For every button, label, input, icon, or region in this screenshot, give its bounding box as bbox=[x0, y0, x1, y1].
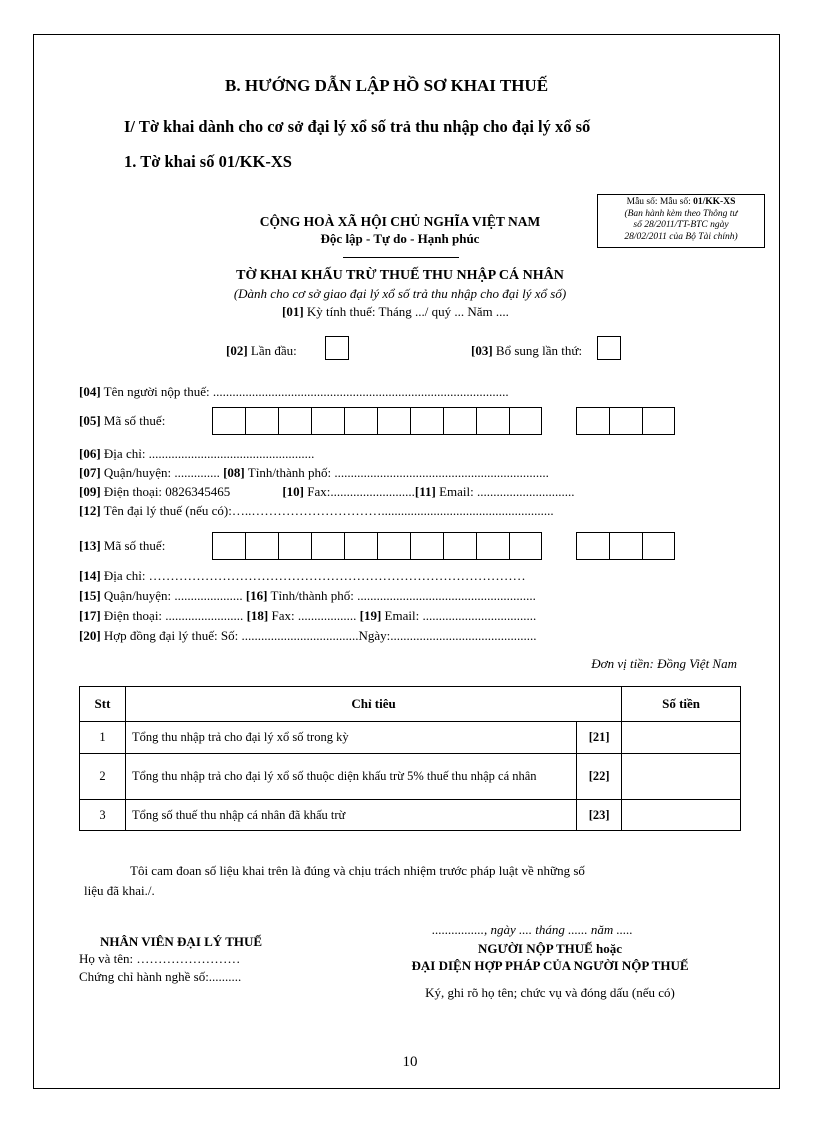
field-04-code: [04] bbox=[79, 384, 101, 399]
row-code: [22] bbox=[577, 754, 622, 800]
tax-id-cell[interactable] bbox=[245, 407, 278, 435]
field-09-10-11-contact[interactable] bbox=[79, 484, 574, 500]
field-08-code: [08] bbox=[223, 465, 245, 480]
republic-name: CỘNG HOÀ XÃ HỘI CHỦ NGHĨA VIỆT NAM bbox=[259, 214, 541, 229]
field-13-label bbox=[79, 538, 165, 554]
field-15-code: [15] bbox=[79, 588, 101, 603]
field-07-text: Quận/huyện: .............. bbox=[100, 465, 224, 480]
field-12-tax-agent-name[interactable] bbox=[79, 503, 554, 519]
commitment-line2: liệu đã khai./. bbox=[84, 883, 155, 898]
first-time-code: [02] bbox=[226, 343, 248, 358]
supplement-text: Bổ sung lần thứ: bbox=[492, 343, 583, 358]
amounts-table bbox=[79, 686, 741, 831]
field-05-text: Mã số thuế: bbox=[100, 413, 166, 428]
field-17-18-19-agent-contact[interactable] bbox=[79, 608, 536, 624]
guide-title: B. HƯỚNG DẪN LẬP HỒ SƠ KHAI THUẾ bbox=[225, 76, 549, 95]
first-time-text: Lần đầu: bbox=[247, 343, 297, 358]
tax-id-cell[interactable] bbox=[609, 532, 642, 560]
field-15-16-agent-district[interactable] bbox=[79, 588, 536, 604]
field-12-text: Tên đại lý thuế (nếu có):…..…………………………..................................................... bbox=[100, 503, 554, 518]
tax-id-cell[interactable] bbox=[377, 532, 410, 560]
section-title: I/ Tờ khai dành cho cơ sở đại lý xổ số trả thu nhập cho đại lý xổ số bbox=[124, 117, 591, 136]
tax-id-cell[interactable] bbox=[642, 532, 675, 560]
field-18-text: Fax: .................. bbox=[268, 608, 360, 623]
row-desc: Tổng số thuế thu nhập cá nhân đã khấu trừ bbox=[125, 800, 576, 831]
table-row bbox=[80, 722, 741, 754]
tax-id-cell[interactable] bbox=[576, 532, 609, 560]
table-row bbox=[80, 800, 741, 831]
payer-title-1: NGƯỜI NỘP THUẾ hoặc bbox=[477, 941, 623, 956]
tax-id-cell[interactable] bbox=[344, 407, 377, 435]
field-08-text: Tỉnh/thành phố: .................................................................. bbox=[244, 465, 549, 480]
tax-id-cell[interactable] bbox=[410, 407, 443, 435]
tax-period bbox=[282, 304, 509, 320]
field-17-code: [17] bbox=[79, 608, 101, 623]
agent-name: Họ và tên: …………………… bbox=[79, 951, 241, 966]
field-16-code: [16] bbox=[245, 588, 268, 603]
field-13-code: [13] bbox=[79, 538, 101, 553]
row-stt: 3 bbox=[80, 800, 126, 831]
tax-id-cell[interactable] bbox=[509, 407, 542, 435]
agent-title: NHÂN VIÊN ĐẠI LÝ THUẾ bbox=[100, 934, 263, 949]
tax-id-cell[interactable] bbox=[344, 532, 377, 560]
tax-id-cell[interactable] bbox=[642, 407, 675, 435]
tax-id-cell[interactable] bbox=[245, 532, 278, 560]
field-09-text: Điện thoại: 0826345465 bbox=[100, 484, 231, 499]
supplement-checkbox[interactable] bbox=[597, 336, 621, 360]
field-19-text: Email: ................................... bbox=[381, 608, 537, 623]
row-stt: 2 bbox=[80, 754, 126, 800]
tax-id-cell[interactable] bbox=[311, 532, 344, 560]
field-11-text: Email: .............................. bbox=[435, 484, 575, 499]
field-10-code: [10] bbox=[282, 484, 304, 499]
tax-id-cell[interactable] bbox=[278, 532, 311, 560]
table-header-row bbox=[80, 687, 741, 722]
tax-id-cell[interactable] bbox=[410, 532, 443, 560]
row-amount[interactable] bbox=[622, 722, 741, 754]
field-14-agent-address[interactable] bbox=[79, 568, 526, 584]
field-15-text: Quận/huyện: ..................... bbox=[100, 588, 246, 603]
republic-motto: Độc lập - Tự do - Hạnh phúc bbox=[320, 231, 480, 246]
field-06-code: [06] bbox=[79, 446, 101, 461]
declaration-subtitle: (Dành cho cơ sở giao đại lý xổ số trả thu nhập cho đại lý xổ số) bbox=[233, 286, 567, 301]
form-code-box bbox=[597, 194, 765, 248]
tax-id-cells-agent[interactable] bbox=[212, 532, 542, 560]
row-code: [23] bbox=[577, 800, 622, 831]
field-16-text: Tỉnh/thành phố: ....................................................... bbox=[267, 588, 536, 603]
header-amount: Số tiền bbox=[622, 687, 741, 722]
currency-unit: Đơn vị tiền: Đồng Việt Nam bbox=[591, 656, 737, 671]
header-indicator: Chỉ tiêu bbox=[125, 687, 621, 722]
row-stt: 1 bbox=[80, 722, 126, 754]
row-amount[interactable] bbox=[622, 754, 741, 800]
header-stt: Stt bbox=[80, 687, 126, 722]
field-05-code: [05] bbox=[79, 413, 101, 428]
tax-id-cell[interactable] bbox=[443, 532, 476, 560]
payer-note: Ký, ghi rõ họ tên; chức vụ và đóng dấu (nếu có) bbox=[425, 985, 675, 1000]
declaration-title: TỜ KHAI KHẤU TRỪ THUẾ THU NHẬP CÁ NHÂN bbox=[236, 268, 564, 283]
field-13-text: Mã số thuế: bbox=[100, 538, 166, 553]
form-code-line3: số 28/2011/TT-BTC ngày bbox=[633, 220, 729, 230]
subsection-title: 1. Tờ khai số 01/KK-XS bbox=[124, 152, 292, 171]
tax-id-suffix-cells-agent[interactable] bbox=[576, 532, 675, 560]
tax-id-cell[interactable] bbox=[476, 532, 509, 560]
form-code: 01/KK-XS bbox=[693, 197, 736, 207]
field-18-code: [18] bbox=[246, 608, 269, 623]
tax-id-cell[interactable] bbox=[311, 407, 344, 435]
tax-id-cell[interactable] bbox=[476, 407, 509, 435]
tax-id-cells-taxpayer[interactable] bbox=[212, 407, 542, 435]
row-code: [21] bbox=[577, 722, 622, 754]
motto-underline bbox=[343, 257, 459, 258]
row-amount[interactable] bbox=[622, 800, 741, 831]
table-row bbox=[80, 754, 741, 800]
tax-id-cell[interactable] bbox=[576, 407, 609, 435]
tax-id-cell[interactable] bbox=[212, 407, 245, 435]
signature-date: ................, ngày .... tháng ...... năm ..... bbox=[432, 922, 633, 937]
field-06-text: Địa chỉ: ................................................... bbox=[100, 446, 315, 461]
tax-id-cell[interactable] bbox=[609, 407, 642, 435]
page-frame bbox=[33, 34, 780, 1089]
payer-title-2: ĐẠI DIỆN HỢP PHÁP CỦA NGƯỜI NỘP THUẾ bbox=[411, 958, 689, 973]
tax-period-text: Kỳ tính thuế: Tháng .../ quý ... Năm .... bbox=[303, 304, 509, 319]
field-07-code: [07] bbox=[79, 465, 101, 480]
field-20-agent-contract[interactable] bbox=[79, 628, 537, 644]
field-09-code: [09] bbox=[79, 484, 101, 499]
field-10-text: Fax:.......................... bbox=[303, 484, 415, 499]
tax-id-suffix-cells-taxpayer[interactable] bbox=[576, 407, 675, 435]
tax-period-code: [01] bbox=[282, 304, 304, 319]
row-desc: Tổng thu nhập trả cho đại lý xổ số trong kỳ bbox=[125, 722, 576, 754]
field-19-code: [19] bbox=[359, 608, 382, 623]
field-07-08-district-province[interactable] bbox=[79, 465, 549, 481]
field-14-code: [14] bbox=[79, 568, 101, 583]
tax-id-cell[interactable] bbox=[212, 532, 245, 560]
field-04-text: Tên người nộp thuế: ........................................................................................... bbox=[100, 384, 509, 399]
tax-id-cell[interactable] bbox=[278, 407, 311, 435]
agent-certificate: Chứng chỉ hành nghề số:.......... bbox=[79, 969, 242, 984]
field-11-code: [11] bbox=[414, 484, 436, 499]
tax-id-cell[interactable] bbox=[377, 407, 410, 435]
supplement-label bbox=[471, 343, 582, 359]
tax-id-cell[interactable] bbox=[509, 532, 542, 560]
first-time-checkbox[interactable] bbox=[325, 336, 349, 360]
field-14-text: Địa chỉ: …………………………………………………………………………… bbox=[100, 568, 526, 583]
first-time-label bbox=[226, 343, 297, 359]
page-number: 10 bbox=[402, 1054, 418, 1070]
field-20-code: [20] bbox=[79, 628, 101, 643]
field-05-label bbox=[79, 413, 165, 429]
tax-id-cell[interactable] bbox=[443, 407, 476, 435]
form-code-line2: (Ban hành kèm theo Thông tư bbox=[624, 208, 738, 219]
row-desc: Tổng thu nhập trả cho đại lý xổ số thuộc diện khấu trừ 5% thuế thu nhập cá nhân bbox=[125, 754, 576, 800]
field-04-taxpayer-name[interactable] bbox=[79, 384, 509, 400]
field-20-text: Hợp đồng đại lý thuế: Số: ....................................Ngày:............................................. bbox=[100, 628, 537, 643]
form-code-line4: 28/02/2011 của Bộ Tài chính) bbox=[624, 231, 738, 242]
supplement-code: [03] bbox=[471, 343, 493, 358]
commitment-line1: Tôi cam đoan số liệu khai trên là đúng và chịu trách nhiệm trước pháp luật về những số bbox=[130, 863, 585, 878]
form-code-prefix: Mẫu số: Mẫu số: bbox=[626, 197, 694, 207]
field-06-address[interactable] bbox=[79, 446, 314, 462]
field-12-code: [12] bbox=[79, 503, 101, 518]
field-17-text: Điện thoại: ........................ bbox=[100, 608, 247, 623]
